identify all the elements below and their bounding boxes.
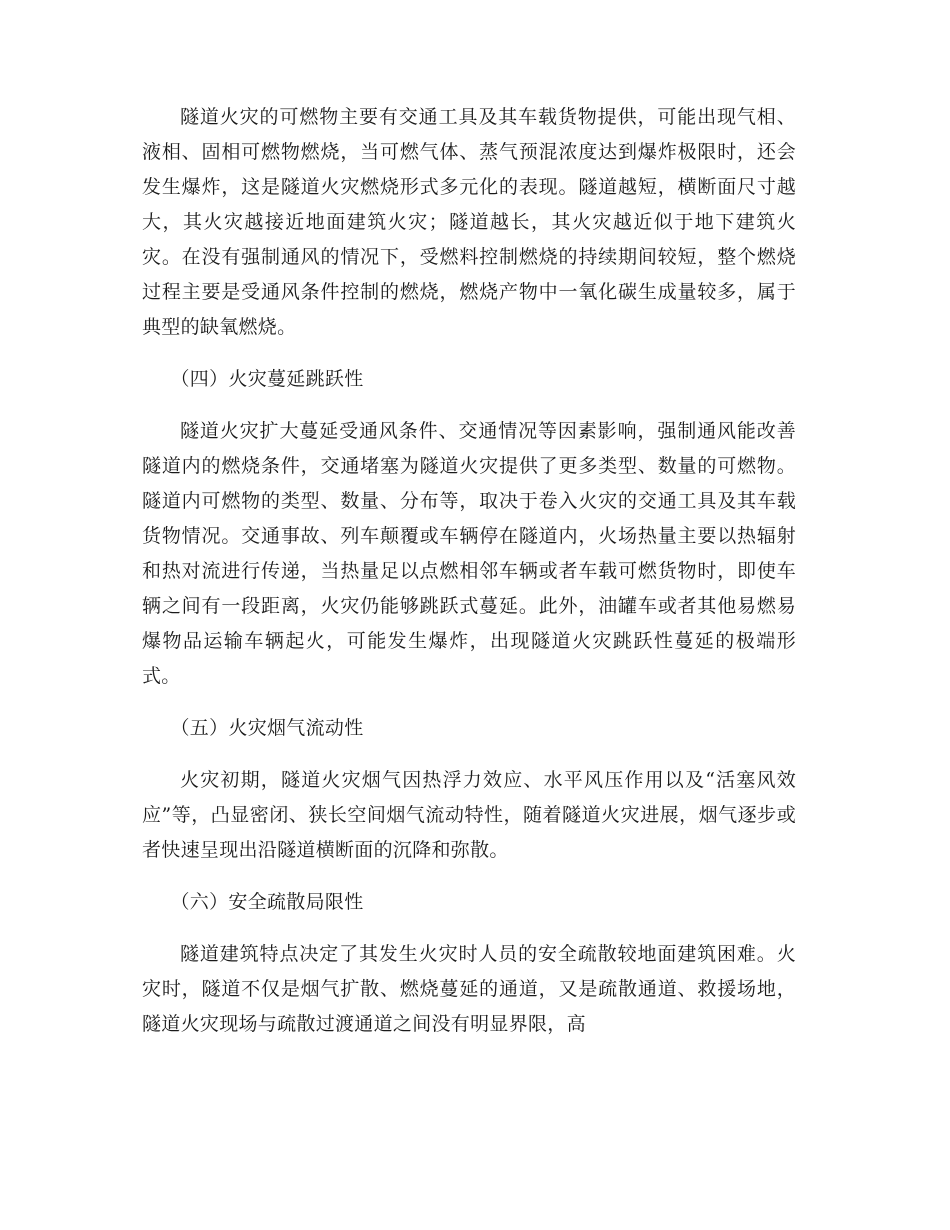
paragraph-smoke-flow: 火灾初期，隧道火灾烟气因热浮力效应、水平风压作用以及“活塞风效应”等，凸显密闭、狭长空间烟气流动特性，随着隧道火灾进展，烟气逐步或者快速呈现出沿隧道横断面的沉降和弥散。 — [142, 769, 796, 861]
heading-evacuation-limits: （六）安全疏散局限性 — [170, 891, 364, 913]
heading-smoke-flow: （五）火灾烟气流动性 — [170, 717, 364, 739]
heading-fire-spread-jumping: （四）火灾蔓延跳跃性 — [170, 368, 364, 390]
paragraph-combustion-forms: 隧道火灾的可燃物主要有交通工具及其车载货物提供，可能出现气相、液相、固相可燃物燃烧，当可燃气体、蒸气预混浓度达到爆炸极限时，还会发生爆炸，这是隧道火灾燃烧形式多元化的表现。隧道越短，横断面尺寸越大，其火灾越接近地面建筑火灾；隧道越长，其火灾越近似于地下建筑火灾。在没有强制通风的情况下，受燃料控制燃烧的持续期间较短，整个燃烧过程主要是受通风条件控制的燃烧，燃烧产物中一氧化碳生成量较多，属于典型的缺氧燃烧。 — [142, 106, 796, 338]
paragraph-evacuation: 隧道建筑特点决定了其发生火灾时人员的安全疏散较地面建筑困难。火灾时，隧道不仅是烟气扩散、燃烧蔓延的通道，又是疏散通道、救援场地，隧道火灾现场与疏散过渡通道之间没有明显界限，高 — [142, 943, 796, 1035]
document-page — [142, 100, 796, 1042]
paragraph-fire-spread: 隧道火灾扩大蔓延受通风条件、交通情况等因素影响，强制通风能改善隧道内的燃烧条件，交通堵塞为隧道火灾提供了更多类型、数量的可燃物。隧道内可燃物的类型、数量、分布等，取决于卷入火灾的交通工具及其车载货物情况。交通事故、列车颠覆或车辆停在隧道内，火场热量主要以热辐射和热对流进行传递，当热量足以点燃相邻车辆或者车载可燃货物时，即使车辆之间有一段距离，火灾仍能够跳跃式蔓延。此外，油罐车或者其他易燃易爆物品运输车辆起火，可能发生爆炸，出现隧道火灾跳跃性蔓延的极端形式。 — [142, 420, 796, 687]
